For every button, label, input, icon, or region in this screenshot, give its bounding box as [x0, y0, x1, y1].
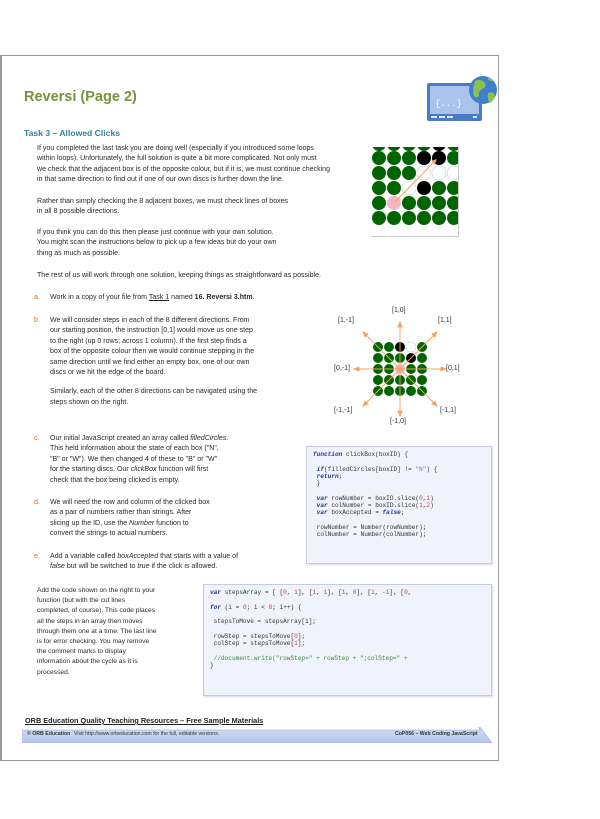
code-number: 0 [283, 589, 287, 596]
step-text: Add a variable called [50, 553, 118, 560]
step-b [34, 316, 324, 411]
step-text: . [252, 294, 255, 301]
code-text: rowNumber = Number(rowNumber); [316, 523, 427, 531]
code-text: stepsArray = [ [ [220, 589, 284, 596]
code-keyword: var [316, 502, 328, 510]
code-text: , [422, 494, 427, 502]
footer-visit-link[interactable]: Visit http://www.orbeducation.com for the full, editable versions. [74, 731, 220, 737]
step-text: function will first [156, 466, 209, 474]
task-heading: Task 3 – Allowed Clicks [24, 128, 121, 138]
code-text: rowNumber = boxID.slice( [327, 494, 420, 502]
code-keyword: var [210, 589, 221, 596]
step-line: as a pair of numbers rather than strings. After [50, 509, 192, 517]
direction-steps-diagram [322, 305, 497, 435]
step-line: This held information about the state of each box ("N", [50, 445, 219, 453]
step-text: . [226, 435, 229, 442]
code-number: 1 [323, 589, 328, 596]
code-text: ]; [297, 632, 306, 640]
code-number: -1 [382, 589, 390, 596]
code-number: 1 [312, 589, 317, 596]
code-string: "N" [415, 465, 427, 473]
code-number: 1 [426, 494, 431, 502]
paragraph-line: completed, of course). This code places [37, 607, 156, 615]
code-text: , [316, 589, 324, 596]
code-term: boxAccepted [117, 553, 159, 560]
code-term: Number [129, 519, 155, 527]
step-text: Our initial JavaScript created an array called [50, 435, 191, 442]
code-text: , [374, 589, 383, 596]
direction-label-s: [-1,0] [390, 418, 406, 425]
code-keyword: var [316, 509, 328, 517]
clickbox-code-block [306, 446, 492, 564]
code-keyword: if [316, 465, 324, 473]
code-text: ) { [426, 465, 438, 473]
direction-label-se: [-1,1] [440, 407, 456, 414]
code-term: false [50, 563, 65, 571]
board-diagram [372, 147, 458, 236]
code-keyword: false [382, 509, 401, 517]
reversi-board-example [372, 147, 459, 237]
paragraph-line: all the steps in an array then moves [37, 617, 143, 625]
intro-line: If you completed the last task you are doing well (especially if you introduced some loops [37, 145, 314, 152]
rest-of-us-paragraph [37, 271, 321, 281]
code-number: 1 [341, 589, 346, 596]
code-text: } [210, 661, 214, 669]
footer-course-code: CoP056 – Web Coding JavaScript [395, 731, 478, 737]
code-keyword: function [313, 451, 343, 458]
step-letter: e. [34, 553, 40, 560]
code-text: , [407, 589, 412, 596]
paragraph-line: Rather than simply checking the 8 adjacent boxes, we must check lines of boxes [37, 198, 289, 205]
paragraph-line: Add the code shown on the right to your [37, 587, 156, 594]
filename: 16. Reversi 3.htm [194, 294, 253, 301]
paragraph-line: the comment marks to display [37, 648, 126, 656]
code-text: ], [ [356, 589, 372, 596]
code-text: ]; [297, 640, 306, 648]
web-coding-globe-icon [425, 73, 500, 125]
code-number: 0 [242, 603, 247, 611]
paragraph-line: function (but with the cut lines [37, 597, 126, 605]
paragraph-line: is for error checking. You may remove [37, 638, 150, 646]
step-line: check that the box being clicked is empty. [50, 476, 180, 484]
intro-paragraph [37, 144, 330, 186]
intro-line: in that same direction to find out if one of our own discs is further down the line. [37, 176, 284, 184]
code-text: boxAccepted = [327, 509, 383, 517]
footer-copyright: © ORB Education [27, 731, 71, 737]
paragraph-line: If you think you can do this then please just continue with your own solution. [37, 229, 274, 236]
code-text: colStep = stepsToMove[ [213, 640, 295, 648]
code-number: 0 [419, 494, 423, 502]
step-a [34, 293, 334, 304]
svg-text:{...}: {...} [435, 99, 463, 109]
own-solution-paragraph [37, 228, 276, 259]
code-term: filledCircles [190, 435, 227, 442]
code-term: true [137, 563, 150, 571]
step-letter: a. [34, 294, 40, 301]
step-text: for the starting discs. Our [50, 466, 131, 474]
step-line: same direction until we find either an empty box, one of our own [50, 358, 250, 366]
step-line: Similarly, each of the other 8 directions can be navigated using the [50, 388, 258, 396]
step-line: "B" or "W"). We then changed 4 of these to "B" or "W" [50, 455, 218, 463]
code-text: ], [ [327, 589, 342, 596]
step-line: our starting position, the instruction [0,1] would move us one step [50, 327, 253, 335]
code-text: clickBox(boxID) { [342, 451, 409, 458]
code-text: colNumber = Number(colNumber); [316, 531, 427, 539]
paragraph-line: in all 8 possible directions. [37, 208, 120, 216]
step-text: that starts with a value of [158, 553, 239, 560]
code-text: ], [ [297, 589, 313, 596]
step-line: We will consider steps in each of the 8 different directions. From [50, 317, 250, 324]
step-line: convert the strings to actual numbers. [50, 530, 168, 538]
code-text: stepsToMove = stepsArray[i]; [213, 618, 317, 626]
code-number: 1 [294, 589, 298, 596]
page-title: Reversi (Page 2) [24, 89, 137, 105]
steps-array-code-block [203, 584, 492, 696]
code-term: clickBox [130, 466, 157, 474]
intro-line: we check that the adjacent box is of the opposite colour, but if it is, we must continue checking [37, 165, 331, 173]
code-number: 1 [294, 640, 298, 648]
code-number: 0 [404, 589, 408, 596]
step-e [34, 552, 304, 577]
step-text: slicing up the ID, use the [50, 519, 130, 527]
paragraph-line: information about the cycle as it is [37, 658, 138, 666]
code-number: 1 [371, 589, 375, 596]
direction-label-w: [0,-1] [334, 365, 350, 372]
code-keyword: for [210, 603, 221, 611]
code-text: (i = [220, 603, 243, 611]
step-c [34, 434, 294, 489]
code-text: ; i++) { [272, 603, 302, 611]
code-text: , [422, 502, 427, 510]
code-text: ; i < [246, 603, 269, 611]
direction-label-nw: [1,-1] [338, 317, 354, 324]
code-text: colNumber = boxID.slice( [327, 502, 420, 510]
direction-label-e: [0,1] [446, 365, 460, 372]
code-text: ) [430, 502, 434, 510]
task-1-link[interactable]: Task 1 [148, 294, 170, 301]
code-text: } [316, 480, 321, 488]
step-line: box of the opposite colour then we would continue stepping in the [50, 348, 255, 356]
step-text: Work in a copy of your file from [50, 294, 149, 301]
code-text: rowStep = stepsToMove[ [213, 632, 295, 640]
code-text: , [286, 589, 295, 596]
code-number: 2 [426, 502, 431, 510]
step-letter: d. [34, 499, 40, 506]
code-number: 0 [294, 632, 298, 640]
paragraph-line: through them one at a time. The last line [37, 627, 157, 635]
paragraph-line: The rest of us will work through one solution, keeping things as straightforward as possible. [37, 272, 321, 279]
code-keyword: var [316, 494, 328, 502]
code-text: ], [ [389, 589, 405, 596]
code-text: , [345, 589, 353, 596]
code-text: ; [400, 509, 405, 517]
code-number: 1 [419, 502, 423, 510]
direction-label-sw: [-1,-1] [334, 407, 353, 414]
step-text: function to [154, 519, 189, 527]
paragraph-line: You might scan the instructions below to pick up a few ideas but do your own [37, 239, 277, 247]
code-text: (filledCircles[boxID] != [324, 465, 416, 473]
direction-label-ne: [1,1] [438, 317, 452, 324]
step-line: discs or we hit the edge of the board. [50, 369, 166, 377]
code-number: 0 [352, 589, 357, 596]
step-letter: b. [34, 317, 40, 324]
direction-label-n: [1,0] [392, 307, 406, 314]
directions-paragraph [37, 197, 288, 218]
step-line: to the right (up 0 rows; across 1 column). If the first step finds a [50, 337, 247, 345]
code-text: ) [430, 494, 434, 502]
step-line: We will need the row and column of the clicked box [50, 499, 210, 506]
paragraph-line: processed. [37, 668, 70, 676]
code-number: 8 [268, 603, 273, 611]
step-text: but will be switched to [64, 563, 138, 571]
step-line: steps shown on the right. [50, 398, 129, 406]
step-d [34, 498, 294, 543]
code-keyword: return [316, 472, 339, 480]
step-text: named [169, 294, 195, 301]
code-comment: //document.write("rowStep=" + rowStep + ";colStep=" + [213, 654, 408, 662]
closing-paragraph [37, 586, 157, 678]
step-letter: c. [34, 435, 40, 442]
intro-line: within loops). Unfortunately, the full solution is quite a bit more complicated. Not only must [37, 155, 317, 163]
paragraph-line: thing as much as possible. [37, 249, 121, 257]
footer-title: ORB Education Quality Teaching Resources – Free Sample Materials [25, 716, 264, 725]
step-text: if the click is allowed. [149, 563, 218, 571]
code-text: ; [338, 472, 343, 480]
